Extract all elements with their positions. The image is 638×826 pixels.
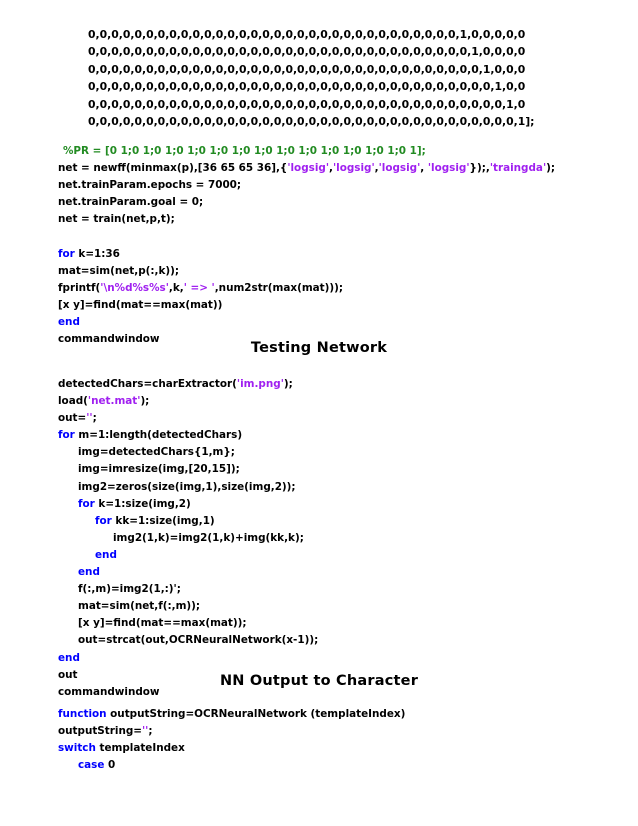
code-line: [x y]=find(mat==max(mat)); — [78, 617, 247, 630]
code-string: 'net.mat' — [87, 395, 141, 408]
code-line-function — [58, 706, 618, 723]
code-text: 0 — [104, 759, 116, 772]
code-string: 'logsig' — [332, 162, 375, 175]
matrix-line: 0,0,0,0,0,0,0,0,0,0,0,0,0,0,0,0,0,0,0,0,0,0,0,0,0,0,0,0,0,0,0,0,0,0,1,0,0,0 — [88, 62, 526, 76]
code-text: k=1:size(img,2) — [94, 497, 191, 510]
code-text: templateIndex — [95, 742, 185, 755]
code-keyword: end — [58, 315, 80, 328]
code-line — [58, 723, 618, 740]
output-code-block — [58, 706, 618, 774]
code-line: img2=zeros(size(img,1),size(img,2)); — [78, 480, 296, 493]
code-line: img2(1,k)=img2(1,k)+img(kk,k); — [113, 531, 304, 544]
code-line: out — [58, 668, 78, 681]
code-line-for — [58, 246, 618, 263]
code-text: k=1:36 — [74, 247, 120, 260]
code-string: '' — [86, 412, 93, 425]
code-text: , — [329, 162, 333, 175]
code-line: commandwindow — [58, 685, 160, 698]
code-text: ,k, — [168, 281, 184, 294]
matrix-line: 0,0,0,0,0,0,0,0,0,0,0,0,0,0,0,0,0,0,0,0,0,0,0,0,0,0,0,0,0,0,0,0,0,1,0,0,0,0 — [88, 45, 526, 59]
code-string: 'logsig' — [378, 162, 421, 175]
code-line: mat=sim(net,p(:,k)); — [58, 264, 180, 277]
testing-code-block — [58, 376, 618, 701]
code-line: [x y]=find(mat==max(mat)) — [58, 298, 223, 311]
code-keyword: end — [58, 651, 80, 664]
code-line: mat=sim(net,f(:,m)); — [78, 600, 201, 613]
code-line: out=strcat(out,OCRNeuralNetwork(x-1)); — [78, 634, 319, 647]
section-heading-testing: Testing Network — [250, 340, 388, 356]
code-keyword: for — [58, 247, 75, 260]
matrix-line: 0,0,0,0,0,0,0,0,0,0,0,0,0,0,0,0,0,0,0,0,0,0,0,0,0,0,0,0,0,0,0,0,1,0,0,0,0,0 — [88, 28, 526, 41]
training-code-block — [58, 143, 618, 348]
code-text: ); — [140, 395, 150, 408]
matrix-line: 0,0,0,0,0,0,0,0,0,0,0,0,0,0,0,0,0,0,0,0,0,0,0,0,0,0,0,0,0,0,0,0,0,0,0,1,0,0 — [88, 80, 526, 94]
code-line-switch — [58, 740, 618, 757]
code-text: m=1:length(detectedChars) — [74, 429, 243, 442]
code-keyword: for — [78, 497, 95, 510]
code-string: 'logsig' — [287, 162, 329, 175]
code-line: net = train(net,p,t); — [58, 213, 175, 226]
code-line: commandwindow — [58, 333, 160, 346]
code-string: '\n%d%s%s' — [100, 281, 169, 294]
code-string: 'traingda' — [489, 162, 547, 175]
code-string: 'im.png' — [236, 378, 284, 390]
code-text: , — [374, 162, 379, 175]
code-line — [58, 376, 618, 393]
code-line: net.trainParam.epochs = 7000; — [58, 179, 242, 192]
code-string: ' => ' — [183, 281, 215, 294]
code-text: , — [485, 162, 490, 175]
code-keyword: end — [95, 548, 117, 561]
code-line-for — [58, 427, 618, 444]
code-text: fprintf( — [58, 281, 101, 294]
code-text: out= — [58, 412, 87, 425]
code-text: outputString= — [58, 725, 142, 738]
code-line: img=imresize(img,[20,15]); — [78, 463, 240, 476]
code-keyword: for — [58, 429, 75, 442]
code-keyword: case — [78, 759, 105, 772]
blank-line — [58, 228, 618, 245]
code-text: kk=1:size(img,1) — [111, 514, 215, 527]
code-text: net = newff(minmax(p),[36 65 65 36],{ — [58, 162, 288, 175]
code-text: detectedChars=charExtractor( — [58, 378, 237, 390]
code-text: ; — [92, 412, 97, 425]
code-line-fprintf — [58, 280, 618, 297]
code-line-newff — [58, 160, 618, 177]
code-text: outputString=OCRNeuralNetwork (templateIndex) — [106, 708, 406, 720]
code-text: ; — [148, 725, 153, 738]
matrix-line: 0,0,0,0,0,0,0,0,0,0,0,0,0,0,0,0,0,0,0,0,0,0,0,0,0,0,0,0,0,0,0,0,0,0,0,0,0,1]; — [88, 114, 535, 128]
code-string: '' — [141, 725, 149, 738]
code-text: load( — [58, 395, 88, 408]
code-line: net.trainParam.goal = 0; — [58, 196, 204, 209]
code-text: }); — [469, 162, 486, 175]
code-line — [58, 393, 618, 410]
section-heading-output: NN Output to Character — [219, 673, 419, 689]
code-string: 'logsig' — [427, 162, 470, 175]
code-keyword: function — [58, 708, 107, 720]
code-keyword: end — [78, 566, 100, 579]
code-line-for — [58, 513, 618, 530]
code-text: ); — [283, 378, 293, 390]
code-text: ,num2str(max(mat))); — [214, 281, 344, 294]
code-text: ); — [546, 162, 556, 175]
code-line: f(:,m)=img2(1,:)'; — [78, 583, 181, 596]
matrix-line: 0,0,0,0,0,0,0,0,0,0,0,0,0,0,0,0,0,0,0,0,0,0,0,0,0,0,0,0,0,0,0,0,0,0,0,0,1,0 — [88, 97, 526, 111]
code-keyword: switch — [58, 742, 96, 755]
code-line: img=detectedChars{1,m}; — [78, 446, 235, 459]
code-text: , — [420, 162, 428, 175]
code-keyword: for — [95, 514, 112, 527]
code-line-case — [58, 757, 618, 774]
target-matrix-block — [88, 26, 534, 130]
code-line-for — [58, 496, 618, 513]
code-line — [58, 410, 618, 427]
code-comment: %PR = [0 1;0 1;0 1;0 1;0 1;0 1;0 1;0 1;0 1;0 1;0 1;0 1;0 1;0 1]; — [63, 145, 426, 157]
